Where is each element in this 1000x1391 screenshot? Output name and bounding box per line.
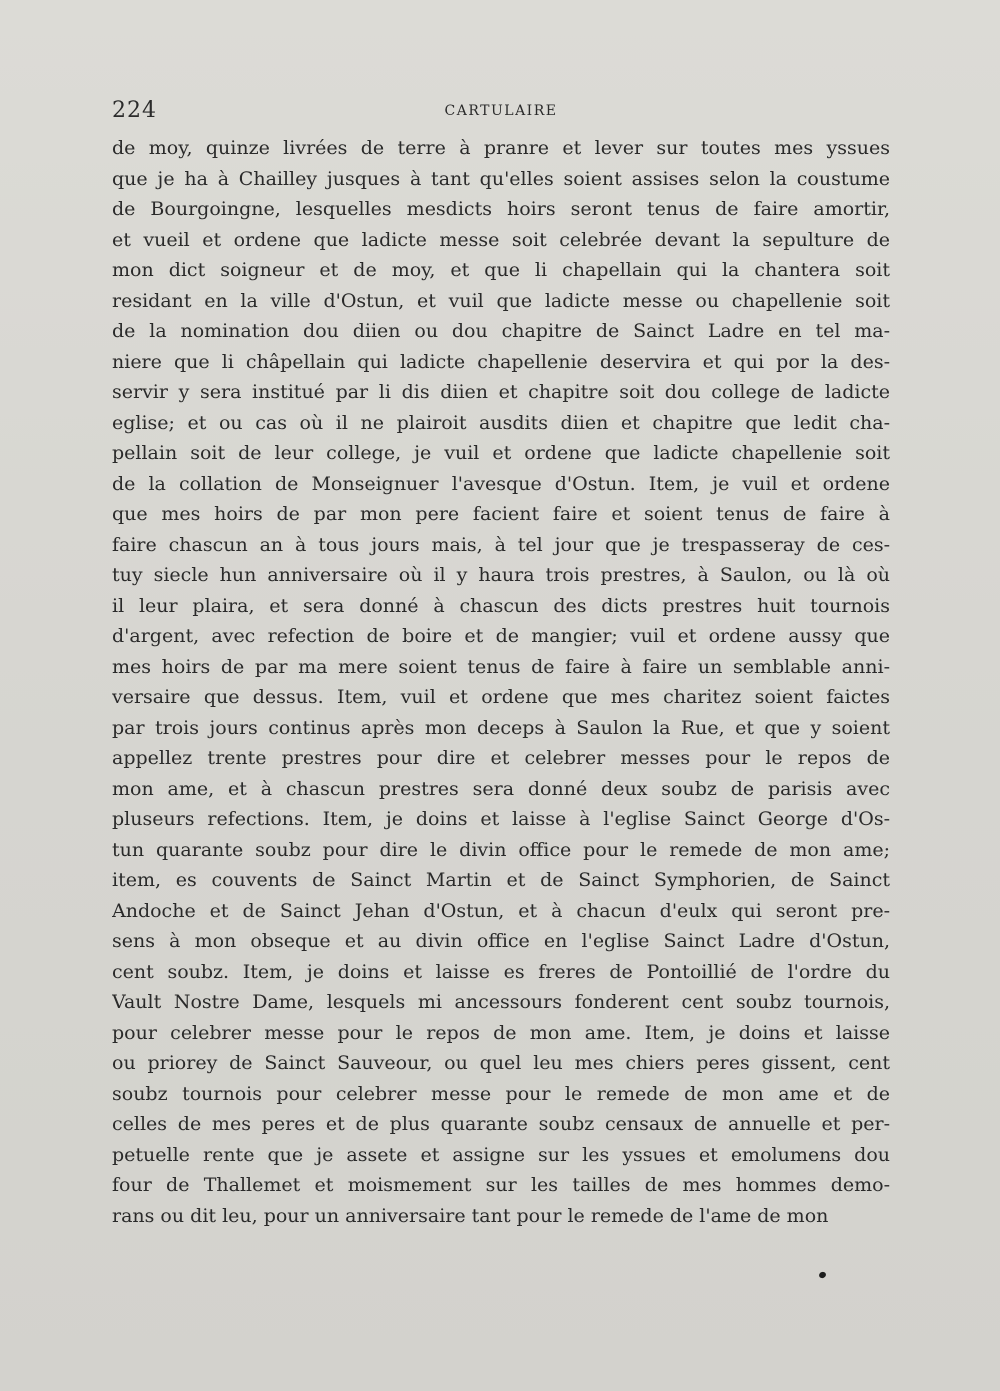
text-line: faire chascun an à tous jours mais, à tel jour que je trespasseray de ces- [112, 533, 890, 556]
text-line: mon ame, et à chascun prestres sera donné deux soubz de parisis avec [112, 777, 890, 800]
text-line: Vault Nostre Dame, lesquels mi ancessours fonderent cent soubz tournois, [112, 991, 890, 1013]
text-line: residant en la ville d'Ostun, et vuil que ladicte messe ou chapellenie soit [112, 289, 890, 312]
text-line: que je ha à Chailley jusques à tant qu'elles soient assises selon la coustume [112, 167, 890, 190]
text-line: tun quarante soubz pour dire le divin office pour le remede de mon ame; [112, 838, 890, 861]
text-line: mes hoirs de par ma mere soient tenus de faire à faire un semblable anni- [112, 655, 890, 678]
text-line: tuy siecle hun anniversaire où il y haura trois prestres, à Saulon, ou là où [112, 564, 890, 586]
page-number: 224 [112, 98, 157, 123]
text-line: pluseurs refections. Item, je doins et laisse à l'eglise Sainct George d'Os- [112, 808, 890, 830]
text-line: niere que li châpellain qui ladicte chapellenie deservira et qui por la des- [112, 350, 890, 373]
text-line: soubz tournois pour celebrer messe pour le remede de mon ame et de [112, 1082, 890, 1105]
text-line: celles de mes peres et de plus quarante soubz censaux de annuelle et per- [112, 1113, 890, 1135]
text-line: Andoche et de Sainct Jehan d'Ostun, et à chacun d'eulx qui seront pre- [112, 899, 890, 922]
text-line: il leur plaira, et sera donné à chascun des dicts prestres huit tournois [112, 594, 890, 617]
text-line: pour celebrer messe pour le repos de mon ame. Item, je doins et laisse [112, 1021, 890, 1044]
running-title: CARTULAIRE [444, 103, 558, 119]
text-line: ou priorey de Sainct Sauveour, ou quel leu mes chiers peres gissent, cent [112, 1052, 890, 1074]
text-line: et vueil et ordene que ladicte messe soit celebrée devant la sepulture de [112, 228, 890, 251]
text-line: petuelle rente que je assete et assigne sur les yssues et emolumens dou [112, 1143, 890, 1166]
text-line: de la collation de Monseignuer l'avesque d'Ostun. Item, je vuil et ordene [112, 472, 890, 495]
text-line: sens à mon obseque et au divin office en l'eglise Sainct Ladre d'Ostun, [112, 930, 890, 952]
text-line: eglise; et ou cas où il ne plairoit ausdits diien et chapitre que ledit cha- [112, 411, 890, 434]
ink-speck [818, 1271, 827, 1279]
text-line: pellain soit de leur college, je vuil et ordene que ladicte chapellenie soit [112, 442, 890, 464]
text-line: versaire que dessus. Item, vuil et ordene que mes charitez soient faictes [112, 686, 890, 708]
text-line: que mes hoirs de par mon pere facient faire et soient tenus de faire à [112, 503, 890, 525]
text-line: item, es couvents de Sainct Martin et de Sainct Symphorien, de Sainct [112, 869, 890, 891]
text-line: de moy, quinze livrées de terre à pranre et lever sur toutes mes yssues [112, 137, 890, 159]
text-line: four de Thallemet et moismement sur les tailles de mes hommes demo- [112, 1174, 890, 1196]
body-text [112, 133, 890, 1231]
text-line: de la nomination dou diien ou dou chapitre de Sainct Ladre en tel ma- [112, 320, 890, 342]
text-line: d'argent, avec refection de boire et de mangier; vuil et ordene aussy que [112, 625, 890, 647]
text-line: par trois jours continus après mon deceps à Saulon la Rue, et que y soient [112, 716, 890, 739]
text-line: cent soubz. Item, je doins et laisse es freres de Pontoillié de l'ordre du [112, 960, 890, 983]
text-line: mon dict soigneur et de moy, et que li chapellain qui la chantera soit [112, 259, 890, 281]
page-header [112, 98, 890, 128]
text-line: appellez trente prestres pour dire et celebrer messes pour le repos de [112, 747, 890, 769]
text-line: servir y sera institué par li dis diien et chapitre soit dou college de ladicte [112, 381, 890, 403]
text-line: de Bourgoingne, lesquelles mesdicts hoirs seront tenus de faire amortir, [112, 198, 890, 220]
text-line: rans ou dit leu, pour un anniversaire tant pour le remede de l'ame de mon [112, 1204, 829, 1227]
